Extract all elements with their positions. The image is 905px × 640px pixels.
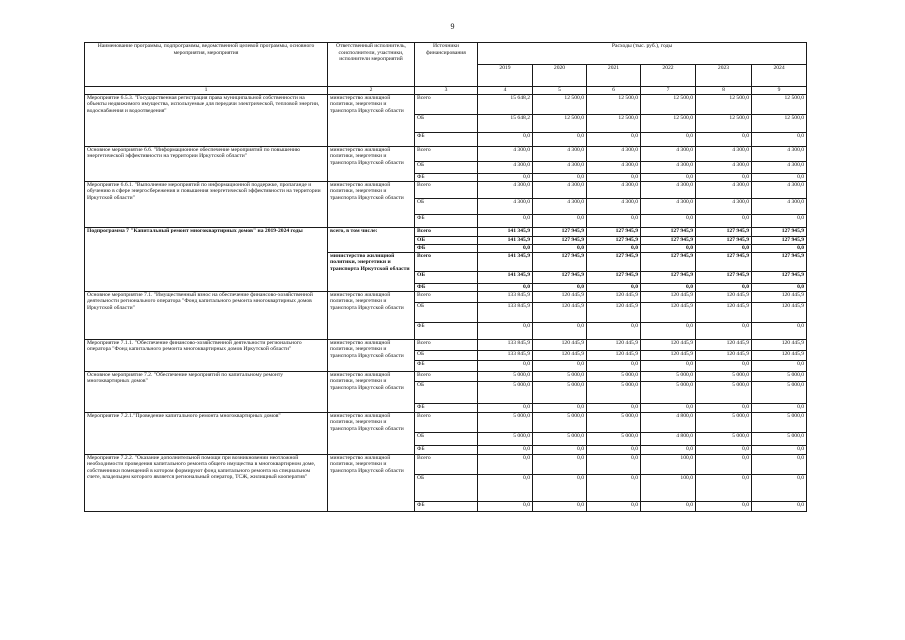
value-cell: 0,0 — [752, 322, 807, 339]
value-cell: 4 300,0 — [752, 161, 807, 173]
source-cell: Всего — [415, 181, 478, 198]
table-row — [85, 454, 807, 474]
value-cell: 141 345,9 — [478, 227, 533, 236]
value-cell: 0,0 — [533, 214, 587, 227]
measure-7-1-name: Основное мероприятие 7.1. "Имущественный взнос на обеспечение финансово-хозяйственной деятельности регионального оператора "Фонд капитального ремонта многоквартирных домов Иркутской области" — [85, 291, 328, 339]
value-cell: 0,0 — [696, 360, 752, 371]
executor-cell: министерство жилищной политики, энергетики и транспорта Иркутской области — [328, 252, 415, 291]
value-cell: 0,0 — [478, 501, 533, 511]
value-cell: 4 300,0 — [478, 146, 533, 161]
value-cell: 5 000,0 — [587, 432, 641, 445]
value-cell: 0,0 — [478, 360, 533, 371]
measure-6-6-name: Основное мероприятие 6.6. "Информационное обеспечение мероприятий по повышению энергетической эффективности на территории Иркутской области" — [85, 146, 328, 181]
value-cell: 12 500,0 — [533, 94, 587, 114]
value-cell: 100,0 — [641, 474, 696, 501]
value-cell: 4 300,0 — [587, 181, 641, 198]
value-cell: 120 445,9 — [587, 339, 641, 350]
value-cell: 0,0 — [587, 132, 641, 146]
source-cell: ОБ — [415, 236, 478, 244]
table-row — [85, 412, 807, 432]
measure-7-2-2-name: Мероприятие 7.2.2. "Оказание дополнительной помощи при возникновении неотложной необходимости проведения капитального ремонта общего имущества в многоквартирном доме, собственники помещений в котором формируют фонд капитального ремонта на специальном счете, владельцем которого является региональный оператор, ТСЖ, жилищный кооператив" — [85, 454, 328, 511]
column-index: 2 — [328, 87, 415, 95]
source-cell: ОБ — [415, 198, 478, 214]
value-cell: 0,0 — [696, 454, 752, 474]
value-cell: 0,0 — [533, 322, 587, 339]
value-cell: 5 000,0 — [752, 432, 807, 445]
value-cell: 120 445,9 — [752, 302, 807, 322]
measure-7-2-1-name: Мероприятие 7.2.1."Проведение капитального ремонта многоквартирных домов" — [85, 412, 328, 454]
value-cell: 0,0 — [696, 132, 752, 146]
value-cell: 12 500,0 — [641, 114, 696, 132]
value-cell: 120 445,9 — [696, 302, 752, 322]
value-cell: 127 945,9 — [752, 271, 807, 283]
value-cell: 120 445,9 — [533, 350, 587, 360]
value-cell: 120 445,9 — [752, 291, 807, 302]
page-number: 9 — [450, 22, 455, 31]
header-source: Источники финансирования — [415, 43, 478, 87]
value-cell: 0,0 — [641, 403, 696, 412]
executor-cell: министерство жилищной политики, энергетики и транспорта Иркутской области — [328, 94, 415, 146]
source-cell: Всего — [415, 146, 478, 161]
year-header: 2023 — [696, 65, 752, 87]
source-cell: Всего — [415, 412, 478, 432]
value-cell: 5 000,0 — [752, 381, 807, 403]
executor-cell: министерство жилищной политики, энергетики и транспорта Иркутской области — [328, 291, 415, 339]
value-cell: 0,0 — [752, 474, 807, 501]
source-cell: ФБ — [415, 283, 478, 291]
value-cell: 127 945,9 — [641, 271, 696, 283]
value-cell: 0,0 — [587, 454, 641, 474]
value-cell: 127 945,9 — [696, 271, 752, 283]
year-header: 2022 — [641, 65, 696, 87]
source-cell: ФБ — [415, 173, 478, 181]
value-cell: 133 845,9 — [478, 302, 533, 322]
value-cell: 15 648,2 — [478, 94, 533, 114]
table-row — [85, 371, 807, 381]
value-cell: 0,0 — [533, 244, 587, 252]
value-cell: 0,0 — [533, 283, 587, 291]
value-cell: 4 300,0 — [478, 181, 533, 198]
value-cell: 127 945,9 — [752, 227, 807, 236]
source-cell: Всего — [415, 252, 478, 271]
value-cell: 4 300,0 — [752, 146, 807, 161]
value-cell: 0,0 — [696, 244, 752, 252]
value-cell: 4 300,0 — [533, 181, 587, 198]
value-cell: 127 945,9 — [641, 236, 696, 244]
value-cell: 4 300,0 — [641, 146, 696, 161]
value-cell: 12 500,0 — [587, 94, 641, 114]
value-cell: 12 500,0 — [752, 114, 807, 132]
table-row — [85, 291, 807, 302]
value-cell: 5 000,0 — [478, 432, 533, 445]
column-index: 1 — [85, 87, 328, 95]
value-cell: 0,0 — [696, 214, 752, 227]
table-row — [85, 227, 807, 236]
value-cell: 4 300,0 — [641, 198, 696, 214]
value-cell: 0,0 — [696, 501, 752, 511]
value-cell: 4 300,0 — [478, 161, 533, 173]
value-cell: 120 445,9 — [587, 291, 641, 302]
value-cell: 100,0 — [641, 454, 696, 474]
value-cell: 12 500,0 — [696, 114, 752, 132]
value-cell: 120 445,9 — [641, 350, 696, 360]
value-cell: 5 000,0 — [696, 412, 752, 432]
source-cell: ФБ — [415, 445, 478, 454]
value-cell: 0,0 — [696, 445, 752, 454]
value-cell: 5 000,0 — [696, 432, 752, 445]
column-index: 9 — [752, 87, 807, 95]
column-index: 7 — [641, 87, 696, 95]
source-cell: ФБ — [415, 214, 478, 227]
value-cell: 0,0 — [478, 322, 533, 339]
value-cell: 127 945,9 — [533, 236, 587, 244]
value-cell: 133 845,9 — [478, 350, 533, 360]
value-cell: 5 000,0 — [478, 412, 533, 432]
value-cell: 127 945,9 — [752, 252, 807, 271]
value-cell: 0,0 — [752, 445, 807, 454]
measure-7-1-1-name: Мероприятие 7.1.1. "Обеспечение финансово-хозяйственной деятельности регионального оператора "Фонд капитального ремонта многоквартирных домов Иркутской области" — [85, 339, 328, 371]
value-cell: 120 445,9 — [752, 339, 807, 350]
value-cell: 127 945,9 — [587, 236, 641, 244]
column-index: 4 — [478, 87, 533, 95]
value-cell: 12 500,0 — [752, 94, 807, 114]
value-cell: 5 000,0 — [587, 371, 641, 381]
value-cell: 4 800,0 — [641, 432, 696, 445]
value-cell: 0,0 — [696, 322, 752, 339]
value-cell: 0,0 — [478, 173, 533, 181]
value-cell: 0,0 — [641, 360, 696, 371]
value-cell: 0,0 — [533, 173, 587, 181]
value-cell: 0,0 — [533, 360, 587, 371]
executor-cell: министерство жилищной политики, энергетики и транспорта Иркутской области — [328, 181, 415, 227]
value-cell: 12 500,0 — [587, 114, 641, 132]
value-cell: 4 300,0 — [696, 198, 752, 214]
source-cell: ОБ — [415, 161, 478, 173]
value-cell: 12 500,0 — [533, 114, 587, 132]
header-expenses: Расходы (тыс. руб.), годы — [478, 43, 807, 65]
value-cell: 120 445,9 — [752, 350, 807, 360]
source-cell: ФБ — [415, 322, 478, 339]
value-cell: 127 945,9 — [587, 227, 641, 236]
value-cell: 12 500,0 — [641, 94, 696, 114]
column-index: 8 — [696, 87, 752, 95]
value-cell: 12 500,0 — [696, 94, 752, 114]
year-header: 2021 — [587, 65, 641, 87]
value-cell: 4 300,0 — [696, 161, 752, 173]
value-cell: 127 945,9 — [533, 227, 587, 236]
value-cell: 0,0 — [587, 214, 641, 227]
value-cell: 120 445,9 — [696, 339, 752, 350]
value-cell: 4 800,0 — [641, 412, 696, 432]
value-cell: 0,0 — [696, 474, 752, 501]
value-cell: 120 445,9 — [641, 339, 696, 350]
value-cell: 5 000,0 — [752, 412, 807, 432]
value-cell: 127 945,9 — [696, 227, 752, 236]
value-cell: 4 300,0 — [478, 198, 533, 214]
value-cell: 5 000,0 — [533, 412, 587, 432]
value-cell: 4 300,0 — [533, 161, 587, 173]
value-cell: 0,0 — [587, 244, 641, 252]
value-cell: 4 300,0 — [587, 198, 641, 214]
header-executor: Ответственный исполнитель, соисполнители, участники, исполнители мероприятий — [328, 43, 415, 87]
value-cell: 15 648,2 — [478, 114, 533, 132]
value-cell: 0,0 — [752, 360, 807, 371]
executor-cell: министерство жилищной политики, энергетики и транспорта Иркутской области — [328, 146, 415, 181]
value-cell: 0,0 — [641, 173, 696, 181]
value-cell: 0,0 — [641, 283, 696, 291]
value-cell: 0,0 — [752, 214, 807, 227]
value-cell: 127 945,9 — [696, 236, 752, 244]
value-cell: 120 445,9 — [533, 291, 587, 302]
value-cell: 0,0 — [533, 403, 587, 412]
value-cell: 4 300,0 — [641, 161, 696, 173]
measure-7-2-name: Основное мероприятие 7.2. "Обеспечение мероприятий по капитальному ремонту многоквартирных домов" — [85, 371, 328, 412]
source-cell: Всего — [415, 371, 478, 381]
source-cell: ФБ — [415, 360, 478, 371]
value-cell: 4 300,0 — [641, 181, 696, 198]
executor-cell: министерство жилищной политики, энергетики и транспорта Иркутской области — [328, 412, 415, 454]
year-header: 2019 — [478, 65, 533, 87]
value-cell: 133 845,9 — [478, 291, 533, 302]
source-cell: Всего — [415, 454, 478, 474]
value-cell: 127 945,9 — [752, 236, 807, 244]
value-cell: 0,0 — [478, 474, 533, 501]
value-cell: 127 945,9 — [641, 252, 696, 271]
value-cell: 127 945,9 — [641, 227, 696, 236]
value-cell: 0,0 — [641, 214, 696, 227]
value-cell: 120 445,9 — [533, 302, 587, 322]
value-cell: 0,0 — [478, 132, 533, 146]
value-cell: 0,0 — [533, 132, 587, 146]
value-cell: 0,0 — [752, 132, 807, 146]
value-cell: 0,0 — [478, 283, 533, 291]
year-header: 2020 — [533, 65, 587, 87]
value-cell: 0,0 — [641, 501, 696, 511]
table-row — [85, 181, 807, 198]
value-cell: 0,0 — [533, 454, 587, 474]
source-cell: ОБ — [415, 381, 478, 403]
value-cell: 0,0 — [587, 283, 641, 291]
value-cell: 141 345,9 — [478, 236, 533, 244]
value-cell: 5 000,0 — [478, 371, 533, 381]
column-index: 3 — [415, 87, 478, 95]
value-cell: 0,0 — [587, 403, 641, 412]
value-cell: 0,0 — [696, 173, 752, 181]
value-cell: 127 945,9 — [587, 252, 641, 271]
source-cell: Всего — [415, 339, 478, 350]
executor-cell: министерство жилищной политики, энергетики и транспорта Иркутской области — [328, 339, 415, 371]
table-row — [85, 339, 807, 350]
value-cell: 0,0 — [752, 283, 807, 291]
source-cell: Всего — [415, 227, 478, 236]
value-cell: 0,0 — [587, 445, 641, 454]
value-cell: 0,0 — [478, 454, 533, 474]
value-cell: 5 000,0 — [752, 371, 807, 381]
header-name: Наименование программы, подпрограммы, ведомственной целевой программы, основного мероприятия, мероприятия — [85, 43, 328, 87]
expenses-table — [84, 42, 807, 512]
value-cell: 120 445,9 — [587, 302, 641, 322]
value-cell: 0,0 — [533, 501, 587, 511]
value-cell: 0,0 — [641, 132, 696, 146]
total-including-cell: всего, в том числе: — [328, 227, 415, 252]
source-cell: Всего — [415, 291, 478, 302]
header-row — [85, 43, 807, 65]
table-row — [85, 94, 807, 114]
source-cell: ФБ — [415, 244, 478, 252]
value-cell: 127 945,9 — [533, 271, 587, 283]
value-cell: 0,0 — [696, 403, 752, 412]
source-cell: ОБ — [415, 474, 478, 501]
value-cell: 4 300,0 — [696, 181, 752, 198]
value-cell: 4 300,0 — [533, 146, 587, 161]
value-cell: 5 000,0 — [641, 371, 696, 381]
source-cell: ОБ — [415, 271, 478, 283]
value-cell: 5 000,0 — [587, 412, 641, 432]
column-index: 6 — [587, 87, 641, 95]
index-row — [85, 87, 807, 95]
value-cell: 0,0 — [587, 501, 641, 511]
value-cell: 0,0 — [587, 474, 641, 501]
value-cell: 120 445,9 — [587, 350, 641, 360]
value-cell: 0,0 — [478, 214, 533, 227]
value-cell: 120 445,9 — [641, 291, 696, 302]
value-cell: 141 345,9 — [478, 271, 533, 283]
source-cell: ФБ — [415, 403, 478, 412]
value-cell: 5 000,0 — [696, 381, 752, 403]
value-cell: 5 000,0 — [696, 371, 752, 381]
value-cell: 5 000,0 — [641, 381, 696, 403]
source-cell: ОБ — [415, 350, 478, 360]
value-cell: 120 445,9 — [641, 302, 696, 322]
value-cell: 0,0 — [587, 360, 641, 371]
source-cell: ОБ — [415, 432, 478, 445]
value-cell: 4 300,0 — [752, 198, 807, 214]
value-cell: 127 945,9 — [696, 252, 752, 271]
table-row — [85, 146, 807, 161]
value-cell: 0,0 — [587, 173, 641, 181]
value-cell: 120 445,9 — [696, 291, 752, 302]
value-cell: 5 000,0 — [533, 432, 587, 445]
source-cell: ОБ — [415, 302, 478, 322]
value-cell: 0,0 — [752, 454, 807, 474]
value-cell: 0,0 — [533, 474, 587, 501]
measure-6-6-1-name: Мероприятие 6.6.1. "Выполнение мероприятий по информационной поддержке, пропаганде и обучению в сфере энергосбережения и повышения энергетической эффективности на территории Иркутской области" — [85, 181, 328, 227]
source-cell: Всего — [415, 94, 478, 114]
value-cell: 120 445,9 — [696, 350, 752, 360]
measure-6-5-3-name: Мероприятие 6.5.3. "Государственная регистрация права муниципальной собственности на объекты недвижимого имущества, используемые для передачи электрической, тепловой энергии, водоснабжения и водоотведения" — [85, 94, 328, 146]
value-cell: 133 845,9 — [478, 339, 533, 350]
value-cell: 5 000,0 — [587, 381, 641, 403]
value-cell: 0,0 — [641, 244, 696, 252]
value-cell: 0,0 — [533, 445, 587, 454]
value-cell: 5 000,0 — [533, 371, 587, 381]
value-cell: 4 300,0 — [752, 181, 807, 198]
value-cell: 0,0 — [752, 173, 807, 181]
executor-cell: министерство жилищной политики, энергетики и транспорта Иркутской области — [328, 454, 415, 511]
value-cell: 4 300,0 — [587, 161, 641, 173]
value-cell: 0,0 — [696, 283, 752, 291]
value-cell: 0,0 — [478, 244, 533, 252]
value-cell: 0,0 — [752, 244, 807, 252]
value-cell: 141 345,9 — [478, 252, 533, 271]
subprogram-7-name: Подпрограмма 7 "Капитальный ремонт многоквартирных домов" на 2019-2024 годы — [85, 227, 328, 291]
value-cell: 127 945,9 — [587, 271, 641, 283]
value-cell: 0,0 — [641, 322, 696, 339]
value-cell: 0,0 — [641, 445, 696, 454]
value-cell: 5 000,0 — [478, 381, 533, 403]
value-cell: 4 300,0 — [533, 198, 587, 214]
year-header: 2024 — [752, 65, 807, 87]
value-cell: 0,0 — [478, 403, 533, 412]
value-cell: 0,0 — [478, 445, 533, 454]
value-cell: 4 300,0 — [696, 146, 752, 161]
value-cell: 0,0 — [752, 403, 807, 412]
value-cell: 5 000,0 — [533, 381, 587, 403]
value-cell: 0,0 — [587, 322, 641, 339]
source-cell: ОБ — [415, 114, 478, 132]
value-cell: 127 945,9 — [533, 252, 587, 271]
source-cell: ФБ — [415, 501, 478, 511]
value-cell: 0,0 — [752, 501, 807, 511]
value-cell: 120 445,9 — [533, 339, 587, 350]
source-cell: ФБ — [415, 132, 478, 146]
value-cell: 4 300,0 — [587, 146, 641, 161]
executor-cell: министерство жилищной политики, энергетики и транспорта Иркутской области — [328, 371, 415, 412]
column-index: 5 — [533, 87, 587, 95]
